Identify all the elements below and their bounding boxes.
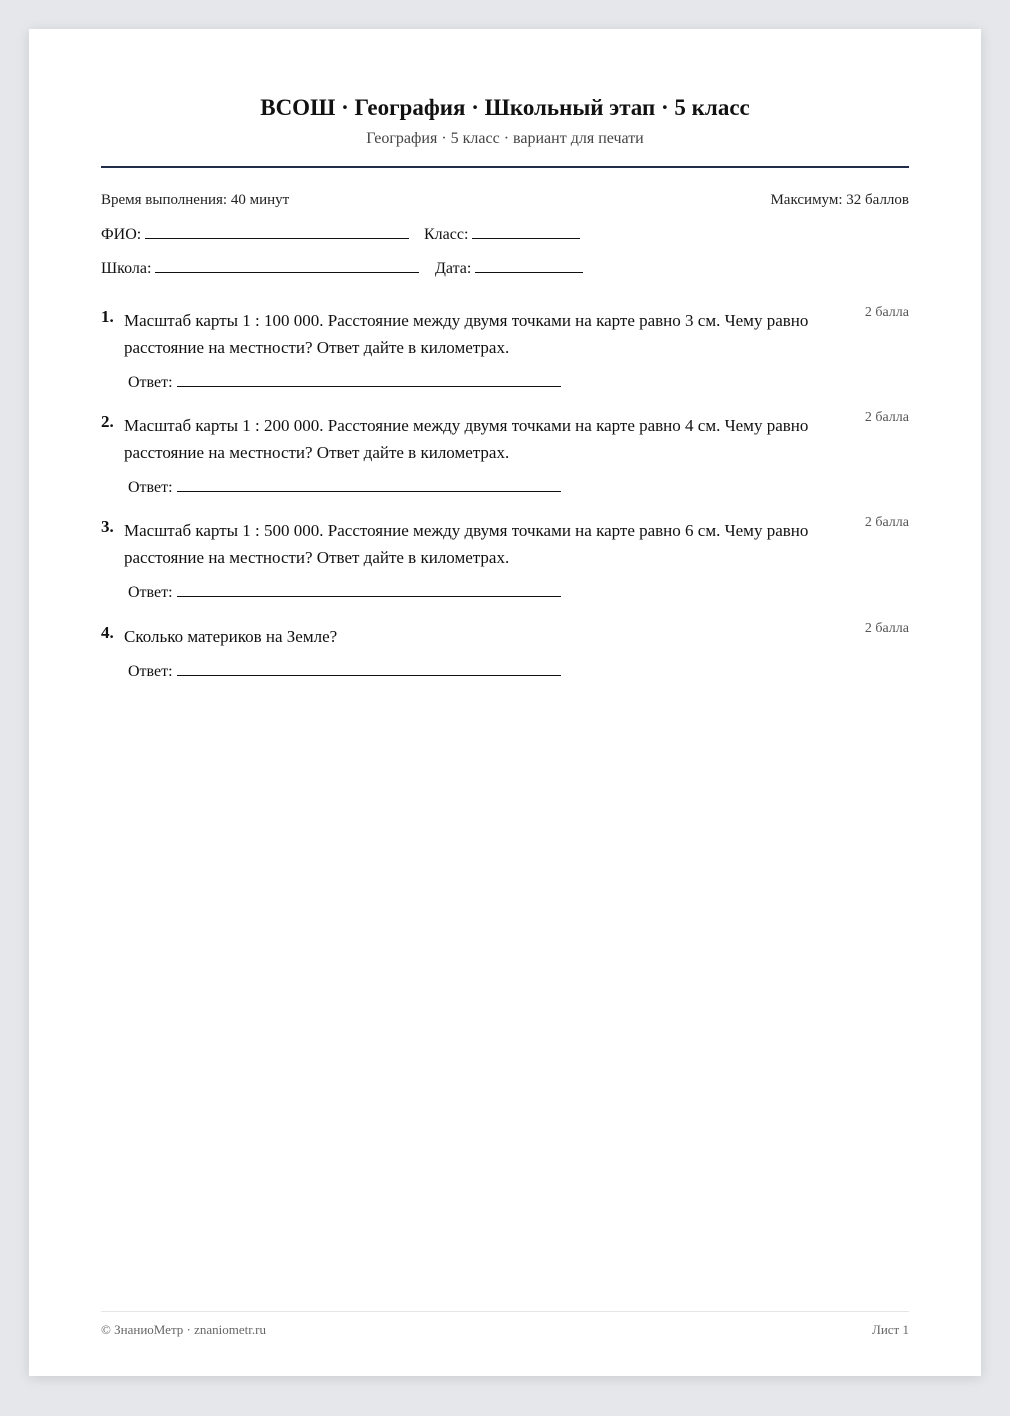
page-subtitle: География · 5 класс · вариант для печати: [366, 130, 644, 147]
footer-copyright: © ЗнаниоМетр · znaniometr.ru: [101, 1322, 266, 1337]
school-line[interactable]: [155, 258, 419, 273]
task-number: 2.: [101, 412, 114, 431]
class-label: Класс:: [424, 226, 469, 243]
task-text: Масштаб карты 1 : 500 000. Расстояние между двумя точками на карте равно 6 см. Чему равно расстояние на местности? Ответ дайте в километрах.: [124, 521, 809, 567]
page-content: [101, 29, 909, 1376]
footer-divider: [101, 1311, 909, 1312]
answer-line[interactable]: [177, 372, 561, 387]
answer-label: Ответ:: [128, 584, 173, 601]
task-number: 4.: [101, 623, 114, 642]
answer-field[interactable]: [128, 477, 561, 497]
page-number: Лист 1: [872, 1322, 909, 1337]
fio-label: ФИО:: [101, 226, 142, 243]
answer-line[interactable]: [177, 477, 561, 492]
date-line[interactable]: [475, 258, 583, 273]
answer-label: Ответ:: [128, 374, 173, 391]
fio-field[interactable]: [101, 224, 409, 244]
school-field[interactable]: [101, 258, 419, 278]
time-limit: Время выполнения: 40 минут: [101, 192, 290, 208]
answer-field[interactable]: [128, 582, 561, 602]
page-title: ВСОШ · География · Школьный этап · 5 класс: [260, 95, 750, 120]
answer-line[interactable]: [177, 582, 561, 597]
fio-line[interactable]: [145, 224, 409, 239]
class-line[interactable]: [472, 224, 580, 239]
task-number: 1.: [101, 307, 114, 326]
date-field[interactable]: [435, 258, 583, 278]
class-field[interactable]: [424, 224, 580, 244]
header-divider: [101, 166, 909, 168]
task-text: Сколько материков на Земле?: [124, 627, 338, 646]
max-score: Максимум: 32 баллов: [770, 192, 909, 208]
answer-field[interactable]: [128, 661, 561, 681]
date-label: Дата:: [435, 260, 472, 277]
page-sheet: [29, 29, 981, 1376]
task-text: Масштаб карты 1 : 200 000. Расстояние между двумя точками на карте равно 4 см. Чему равно расстояние на местности? Ответ дайте в километрах.: [124, 416, 809, 462]
task-number: 3.: [101, 517, 114, 536]
task-points: 2 балла: [864, 515, 909, 530]
answer-field[interactable]: [128, 372, 561, 392]
task-points: 2 балла: [864, 410, 909, 425]
answer-label: Ответ:: [128, 479, 173, 496]
task-points: 2 балла: [864, 305, 909, 320]
school-label: Школа:: [101, 260, 152, 277]
answer-line[interactable]: [177, 661, 561, 676]
task-points: 2 балла: [864, 621, 909, 636]
answer-label: Ответ:: [128, 663, 173, 680]
task-text: Масштаб карты 1 : 100 000. Расстояние между двумя точками на карте равно 3 см. Чему равно расстояние на местности? Ответ дайте в километрах.: [124, 311, 809, 357]
